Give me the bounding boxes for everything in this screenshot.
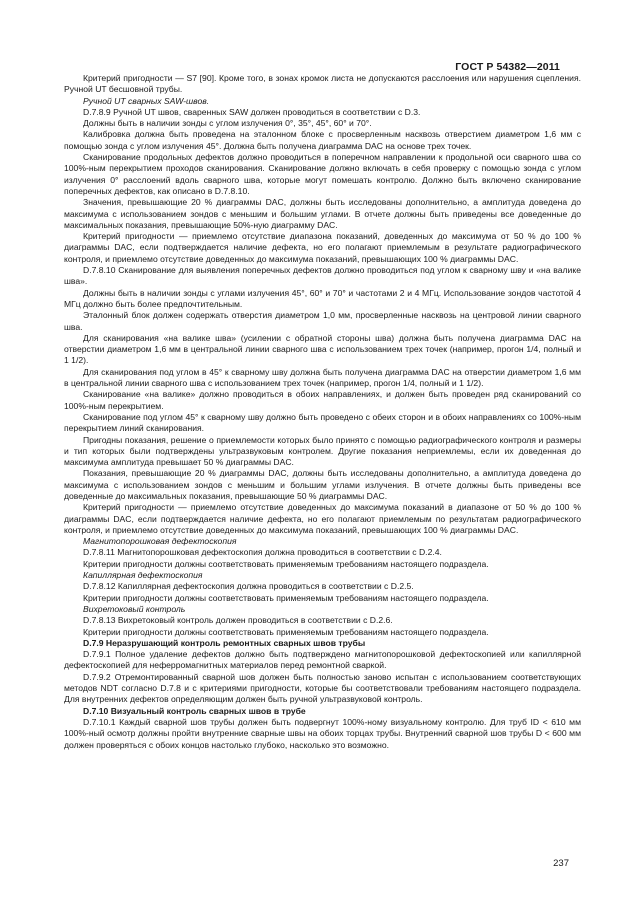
paragraph: Критерии пригодности должны соответствовать применяемым требованиям настоящего подраздела. (83, 558, 489, 569)
paragraph: Критерий пригодности — приемлемо отсутствие диапазона показаний, доведенных до максимума от 50 % до 100 % диаграммы DAC, если подтверждается наличие дефекта, но его полагают приемлемым в результате радиографического контроля, и приемлемо отсутствие доведенных до максимума показаний, превышающих 100 % диаграммы DAC. (64, 231, 581, 264)
subsection-heading: Магнитопорошковая дефектоскопия (83, 536, 237, 547)
section-heading: D.7.9 Неразрушающий контроль ремонтных сварных швов трубы (83, 637, 366, 648)
subsection-heading: Вихретоковый контроль (83, 603, 186, 614)
paragraph: Критерии пригодности должны соответствовать применяемым требованиям настоящего подраздела. (83, 592, 489, 603)
paragraph: Эталонный блок должен содержать отверстия диаметром 1,0 мм, просверленные насквозь на центровой линии сварного шва. (64, 310, 581, 332)
paragraph: D.7.8.11 Магнитопорошковая дефектоскопия должна проводиться в соответствии с D.2.4. (83, 547, 442, 558)
paragraph: Калибровка должна быть проведена на эталонном блоке с просверленным насквозь отверстием диаметром 1,6 мм с помощью зонда с углом излучения 45°. Должна быть получена диаграмма DAC на основе трех точек. (64, 129, 581, 151)
paragraph: Пригодны показания, решение о приемлемости которых было принято с помощью радиографического контроля и размеры и тип которых были подтверждены ультразвуковым контролем. Другие показания неприемлемы, если их доведенная до максимума амплитуда превышает 50 % диаграммы DAC. (64, 434, 581, 468)
page-number: 237 (553, 858, 569, 869)
paragraph: D.7.9.1 Полное удаление дефектов должно быть подтверждено магнитопорошковой дефектоскопией или капиллярной дефектоскопией для неферромагнитных материалов перед ремонтной сваркой. (64, 649, 581, 671)
body-text (64, 73, 581, 751)
paragraph: Для сканирования под углом в 45° к сварному шву должна быть получена диаграмма DAC на отверстии диаметром 1,6 мм в центральной линии сварного шва с использованием трех точек (например, прогон 1/4, полный и 1 1/2). (64, 366, 581, 389)
paragraph: Сканирование под углом 45° к сварному шву должно быть проведено с обеих сторон и в обоих направлениях со 100%-ным перекрытием линий сканирования. (64, 411, 581, 434)
section-heading: D.7.10 Визуальный контроль сварных швов в трубе (83, 705, 306, 716)
paragraph: Критерий пригодности — S7 [90]. Кроме того, в зонах кромок листа не допускаются расслоения или нарушения сцепления. Ручной UT бесшовной трубы. (64, 73, 581, 95)
paragraph: Должны быть в наличии зонды с углами излучения 45°, 60° и 70° и частотами 2 и 4 МГц. Использование зондов частотой 4 МГц должно быть более предпочтительным. (64, 287, 581, 309)
paragraph: Показания, превышающие 20 % диаграммы DAC, должны быть исследованы дополнительно, а амплитуда доведена до максимума с использованием зондов с меньшим и большим углами излучения. В отчете должны быть приведены все доведенные до максимальных показания, превышающие 50 % диаграммы DAC. (64, 468, 581, 501)
paragraph: D.7.8.12 Капиллярная дефектоскопия должна проводиться в соответствии с D.2.5. (83, 581, 414, 592)
subsection-heading: Ручной UT сварных SAW-швов. (83, 95, 210, 106)
paragraph: Сканирование «на валике» должно проводиться в обоих направлениях, и должен быть проведен ряд сканирований со 100%-ным перекрытием. (64, 389, 581, 411)
paragraph: Критерий пригодности — приемлемо отсутствие доведенных до максимума показаний в диапазоне от 50 % до 100 % диаграммы DAC, если подтверждается наличие дефекта, но его полагают приемлемым по результатам радиографического контроля, и приемлемо отсутствие доведенных до максимума показаний, превышающих 100 % диаграммы DAC. (64, 502, 581, 535)
paragraph: Для сканирования «на валике шва» (усилении с обратной стороны шва) должна быть получена диаграмма DAC на отверстии диаметром 1,6 мм в центральной линии сварного шва с использованием трех точек (например, прогон 1/4, полный и 1 1/2). (64, 332, 581, 366)
paragraph: D.7.10.1 Каждый сварной шов трубы должен быть подвергнут 100%-ному визуальному контролю. Для труб ID < 610 мм 100%-ный осмотр должны пройти внутренние сварные швы на обоих торцах трубы. Внутренний сварной шов трубы D < 600 мм должен проверяться с обоих концов настолько глубоко, насколько это возможно. (64, 716, 581, 750)
standard-number: ГОСТ Р 54382—2011 (455, 61, 560, 73)
subsection-heading: Капиллярная дефектоскопия (83, 570, 203, 581)
paragraph: Сканирование продольных дефектов должно проводиться в поперечном направлении к продольной оси сварного шва со 100%-ным перекрытием проходов сканирования. Сканирование должно включать в себя проверку с помощью зонда с углом излучения 0° расслоений вдоль сварного шва, которые могут помешать контролю. Должно быть включено сканирование поперечных дефектов, как описано в D.7.8.10. (64, 152, 581, 196)
paragraph: Значения, превышающие 20 % диаграммы DAC, должны быть исследованы дополнительно, а амплитуда доведена до максимума с использованием зондов с меньшим и большим углами. В отчете должны быть приведены все доведенные до максимальных показания, превышающие 50%-ную диаграмму DAC. (64, 197, 581, 230)
paragraph: D.7.8.13 Вихретоковый контроль должен проводиться в соответствии с D.2.6. (83, 615, 393, 626)
paragraph: D.7.9.2 Отремонтированный сварной шов должен быть полностью заново испытан с использованием соответствующих методов NDT согласно D.7.8 и с критериями пригодности, которые бы соответствовали требованиям настоящего подраздела. Для внутренних дефектов определяющим должен быть ручной ультразвуковой контроль. (64, 671, 581, 705)
paragraph: Критерии пригодности должны соответствовать применяемым требованиям настоящего подраздела. (83, 626, 489, 637)
paragraph: D.7.8.9 Ручной UT швов, сваренных SAW должен проводиться в соответствии с D.3. (83, 106, 421, 117)
paragraph: D.7.8.10 Сканирование для выявления поперечных дефектов должно проводиться под углом к сварному шву и «на валике шва». (64, 265, 581, 287)
paragraph: Должны быть в наличии зонды с углом излучения 0°, 35°, 45°, 60° и 70°. (83, 118, 372, 129)
